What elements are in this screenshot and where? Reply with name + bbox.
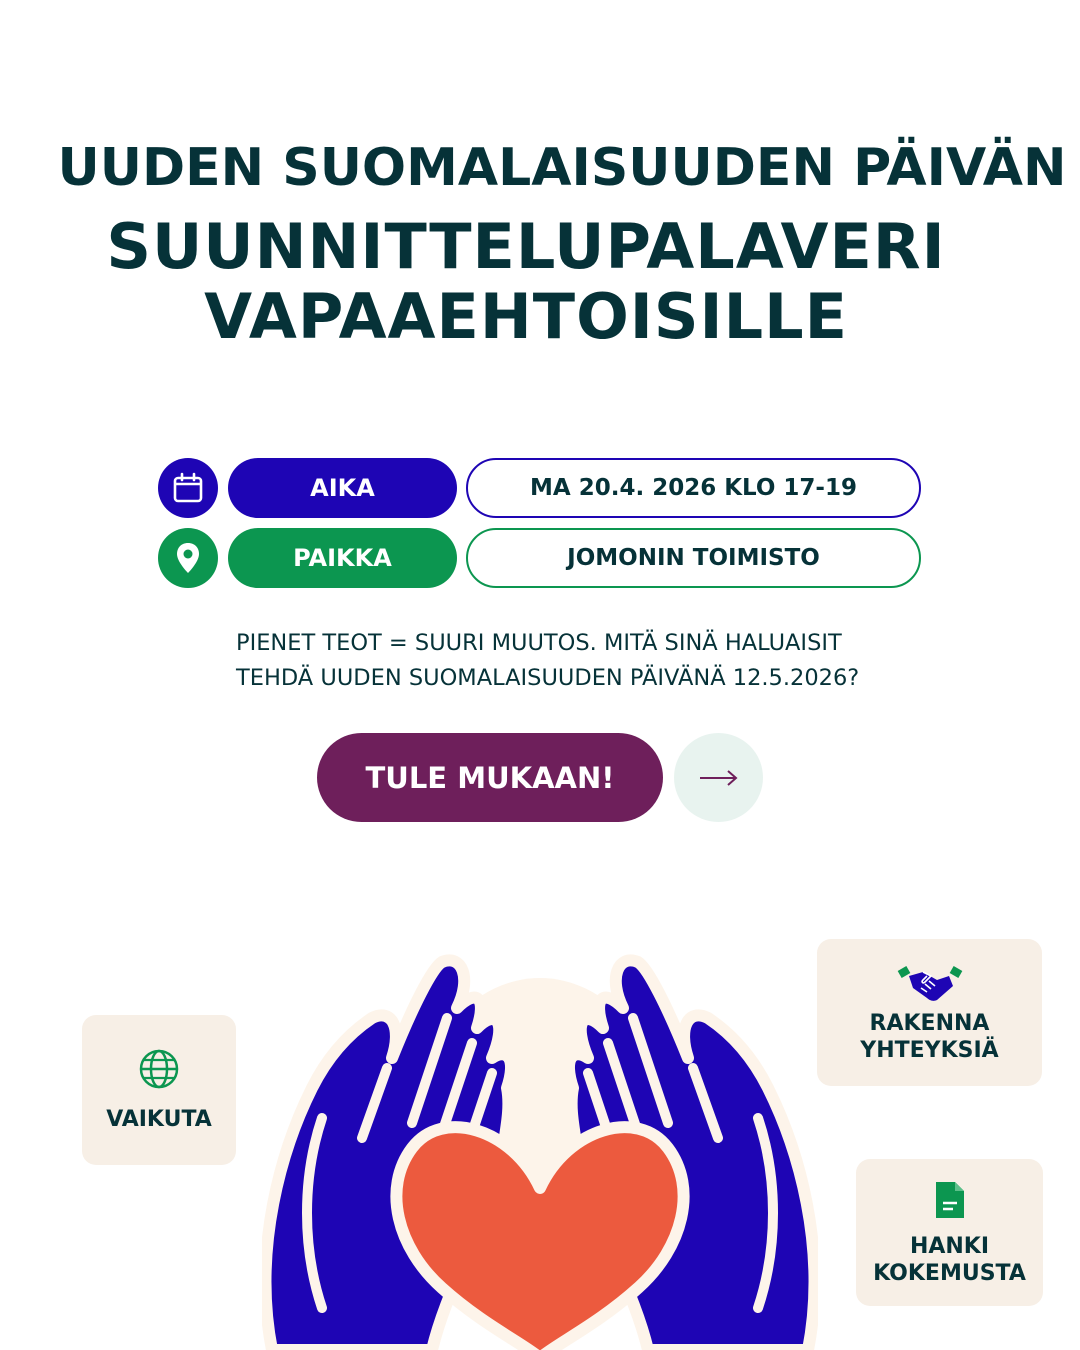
card-influence [82,1015,236,1165]
globe-icon [138,1048,180,1090]
handshake-icon [897,962,963,1004]
place-value: JOMONIN TOIMISTO [466,528,921,588]
arrow-button[interactable] [674,733,763,822]
calendar-icon [158,458,218,518]
place-label: PAIKKA [228,528,457,588]
card-connections-label: RAKENNA YHTEYKSIÄ [860,1010,999,1063]
arrow-right-icon [698,768,740,788]
heading-line-3: VAPAAEHTOISILLE [204,280,848,353]
description [236,626,859,696]
document-icon [933,1179,967,1221]
heading-line-2: SUUNNITTELUPALAVERI [106,210,946,283]
time-label: AIKA [228,458,457,518]
card-influence-label: VAIKUTA [106,1106,212,1132]
card-connections [817,939,1042,1086]
join-button[interactable]: TULE MUKAAN! [317,733,663,822]
time-value: MA 20.4. 2026 KLO 17-19 [466,458,921,518]
card-experience-label: HANKI KOKEMUSTA [873,1233,1026,1286]
location-pin-icon [158,528,218,588]
description-line-1: PIENET TEOT = SUURI MUUTOS. MITÄ SINÄ HALUAISIT [236,630,842,656]
card-experience [856,1159,1043,1306]
hands-heart-illustration [262,948,818,1350]
description-line-2: TEHDÄ UUDEN SUOMALAISUUDEN PÄIVÄNÄ 12.5.2026? [236,665,860,691]
heading-line-1: UUDEN SUOMALAISUUDEN PÄIVÄN [57,138,1067,198]
